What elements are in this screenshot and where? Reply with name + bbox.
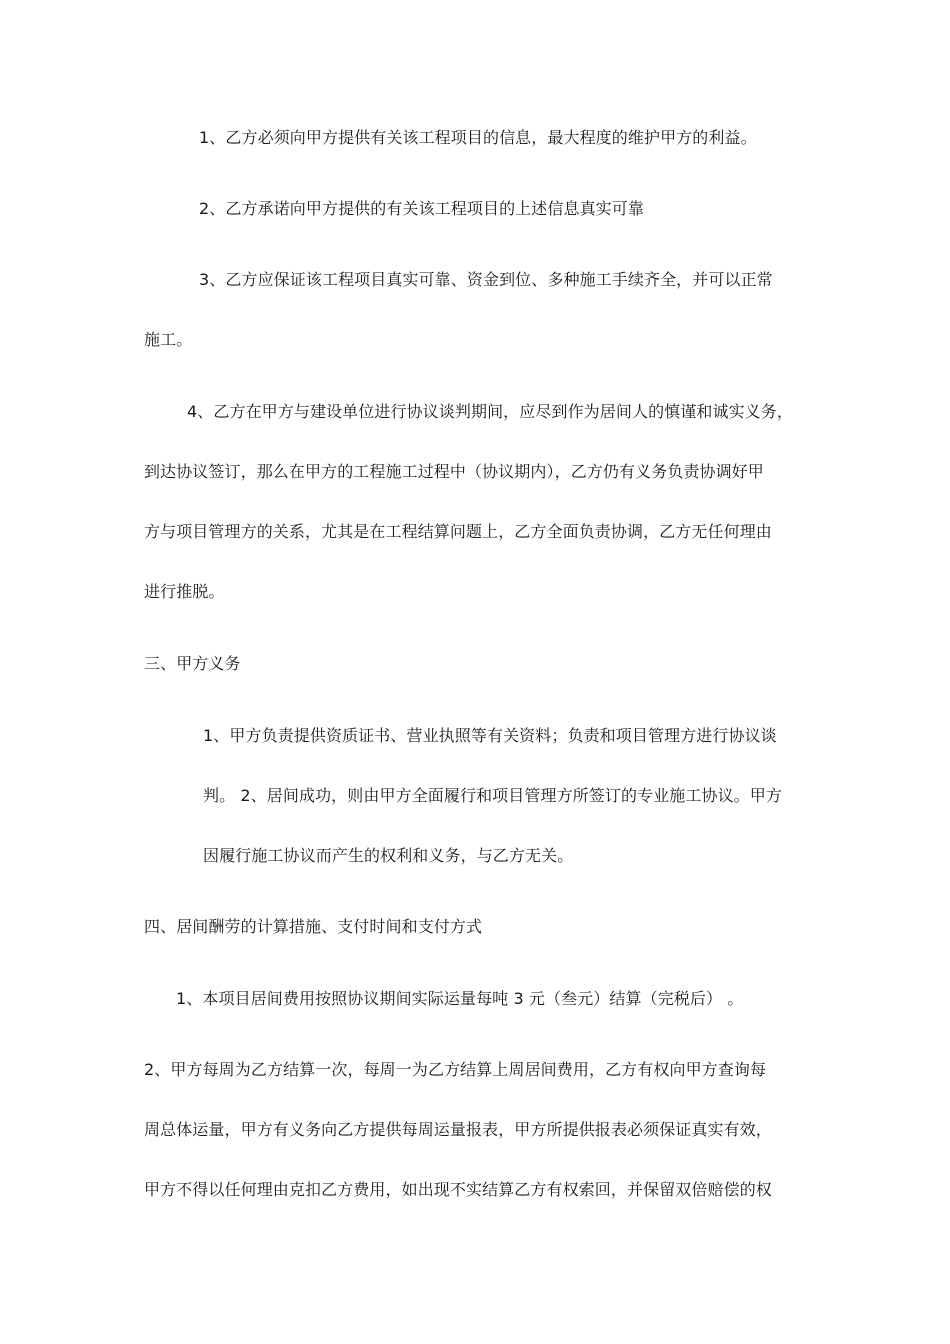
text-line: 3、乙方应保证该工程项目真实可靠、资金到位、多种施工手续齐全，并可以正常 [199, 270, 773, 289]
text-line: 甲方不得以任何理由克扣乙方费用，如出现不实结算乙方有权索回，并保留双倍赔偿的权 [144, 1180, 772, 1199]
text-line: 周总体运量，甲方有义务向乙方提供每周运量报表，甲方所提供报表必须保证真实有效， [144, 1120, 772, 1139]
text-line: 到达协议签订，那么在甲方的工程施工过程中（协议期内），乙方仍有义务负责协调好甲 [144, 462, 764, 481]
text-line: 判。 2、居间成功，则由甲方全面履行和项目管理方所签订的专业施工协议。甲方 [203, 786, 782, 805]
section-heading: 四、居间酬劳的计算措施、支付时间和支付方式 [144, 917, 483, 936]
text-line: 方与项目管理方的关系，尤其是在工程结算问题上，乙方全面负责协调，乙方无任何理由 [144, 522, 772, 541]
text-line: 2、甲方每周为乙方结算一次，每周一为乙方结算上周居间费用，乙方有权向甲方查询每 [144, 1060, 767, 1079]
text-line: 因履行施工协议而产生的权利和义务，与乙方无关。 [203, 846, 574, 865]
text-line: 施工。 [144, 330, 193, 349]
section-heading: 三、甲方义务 [144, 654, 241, 673]
text-line: 1、乙方必须向甲方提供有关该工程项目的信息，最大程度的维护甲方的利益。 [199, 128, 757, 147]
text-line: 4、乙方在甲方与建设单位进行协议谈判期间，应尽到作为居间人的慎谨和诚实义务， [187, 402, 793, 421]
text-line: 1、甲方负责提供资质证书、营业执照等有关资料；负责和项目管理方进行协议谈 [203, 726, 777, 745]
text-line: 进行推脱。 [144, 582, 225, 601]
text-line: 2、乙方承诺向甲方提供的有关该工程项目的上述信息真实可靠 [199, 199, 644, 218]
text-line: 1、本项目居间费用按照协议期间实际运量每吨 3 元（叁元）结算（完税后） 。 [176, 989, 744, 1008]
